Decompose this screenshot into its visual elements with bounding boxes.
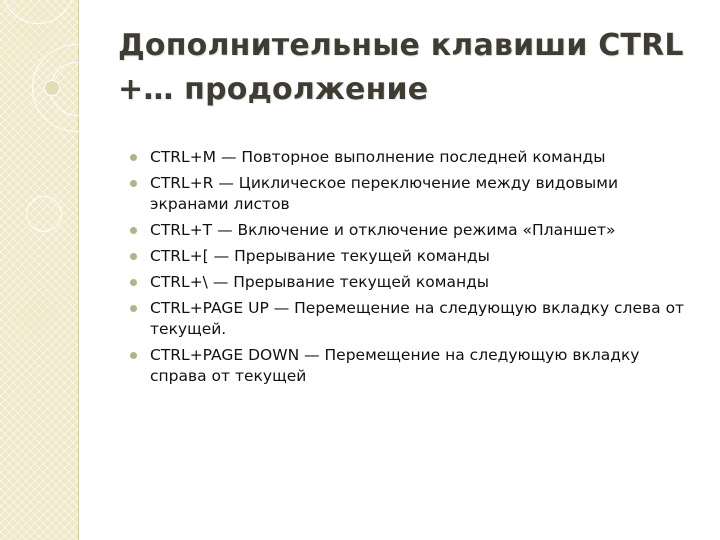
list-item — [130, 147, 700, 168]
list-item — [130, 345, 700, 387]
list-item — [130, 220, 700, 241]
list-item-text: CTRL+T — Включение и отключение режима «Планшет» — [150, 221, 616, 239]
bullet-icon — [130, 253, 137, 260]
slide-title-line-2: +… продолжение — [118, 72, 429, 107]
bullet-icon — [130, 180, 137, 187]
bullet-icon — [130, 305, 137, 312]
list-item — [130, 298, 700, 340]
list-item — [130, 246, 700, 267]
list-item-text: CTRL+M — Повторное выполнение последней команды — [150, 148, 606, 166]
decorative-side-band — [0, 0, 79, 540]
bullet-icon — [130, 279, 137, 286]
slide-title-line-1: Дополнительные клавиши CTRL — [118, 28, 684, 63]
shortcut-list — [130, 147, 700, 392]
bullet-icon — [130, 352, 137, 359]
list-item-text: CTRL+PAGE DOWN — Перемещение на следующую вкладку справа от текущей — [150, 346, 640, 385]
list-item-text: CTRL+\ — Прерывание текущей команды — [150, 273, 490, 291]
decorative-circle — [26, 196, 62, 232]
list-item-text: CTRL+R — Циклическое переключение между видовыми экранами листов — [150, 174, 619, 213]
list-item — [130, 272, 700, 293]
bullet-icon — [130, 227, 137, 234]
bullet-icon — [130, 154, 137, 161]
list-item-text: CTRL+[ — Прерывание текущей команды — [150, 247, 490, 265]
slide-title — [118, 24, 698, 112]
decorative-dot — [44, 80, 60, 96]
list-item — [130, 173, 700, 215]
list-item-text: CTRL+PAGE UP — Перемещение на следующую вкладку слева от текущей. — [150, 299, 685, 338]
decorative-circle — [2, 0, 74, 24]
